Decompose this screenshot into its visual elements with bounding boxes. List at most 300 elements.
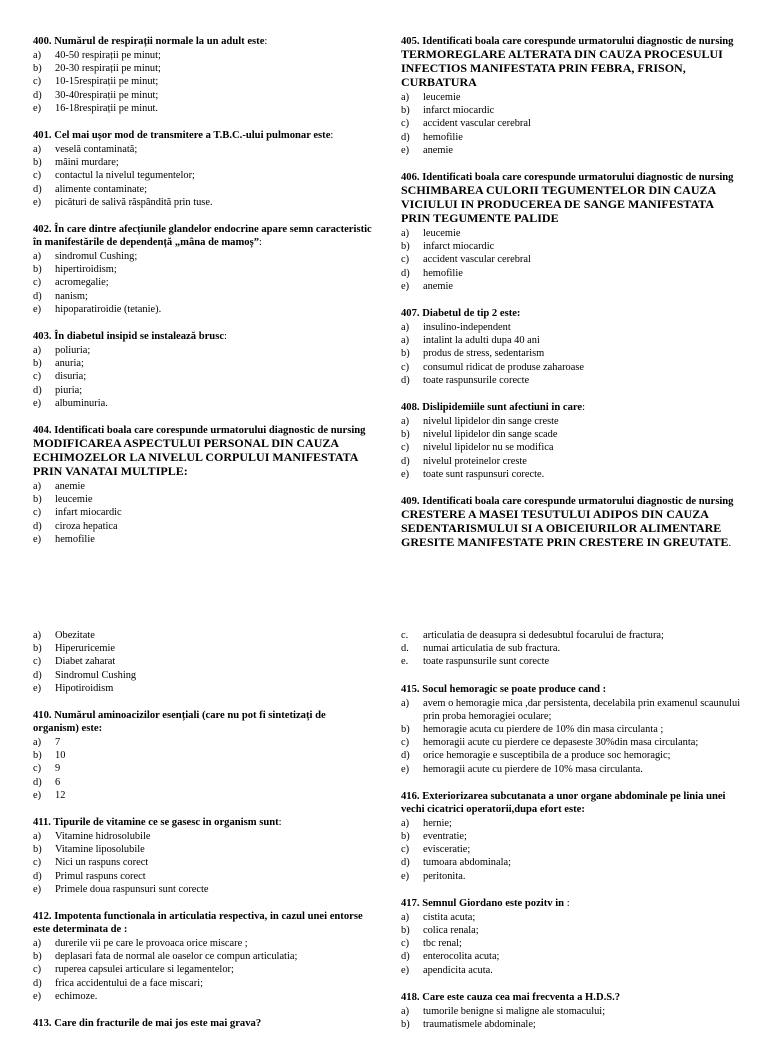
question-text: 418. Care este cauza cea mai frecventa a H.D.S.? [401,991,621,1003]
question-block [33,223,373,316]
question-text: 403. În diabetul insipid se instalează brusc [33,331,225,343]
answer-option [401,374,741,387]
option-text: poliuria; [55,345,91,357]
option-letter: b) [401,1019,410,1031]
option-text: 40-50 respirații pe minut; [55,50,161,61]
answer-option [33,169,373,182]
answer-option [33,49,373,62]
answer-option [401,1005,741,1018]
option-text: 12 [55,789,66,801]
question-block [33,910,373,1003]
option-letter: b) [401,105,410,117]
option-letter: d) [33,977,42,989]
option-letter: d) [401,857,410,869]
answer-option [401,736,741,749]
option-letter: d. [401,643,409,655]
option-letter: e) [33,883,42,895]
option-text: orice hemoragie e susceptibila de a produce soc hemoragic; [423,750,671,762]
answer-option [33,370,373,383]
option-text: ruperea capsulei articulare si legamentelor; [55,964,234,976]
option-text: nivelul proteinelor creste [423,455,527,467]
option-letter: a) [33,737,42,749]
answer-option [401,937,741,950]
answer-option [33,480,373,493]
option-text: anemie [55,481,85,493]
option-text: insulino-independent [423,322,511,334]
answer-option [33,493,373,506]
option-letter: b) [401,241,410,253]
question-text: 402. În care dintre afecțiunile glandelor endocrine apare semn caracteristic în manifestările de dependență „mâna de mamoș” [33,224,372,249]
option-text: tumorile benigne si maligne ale stomacului; [423,1005,606,1017]
question-text: 415. Socul hemoragic se poate produce cand : [401,683,607,695]
option-text: infarct miocardic [423,241,495,253]
answer-option [33,937,373,950]
answer-option [401,723,741,736]
answer-option [33,856,373,869]
question-text: 413. Care din fracturile de mai jos este mai grava? [33,1018,262,1030]
question-title [401,897,741,910]
option-text: Hipotiroidism [55,682,114,694]
option-letter: b) [33,494,42,506]
option-letter: e) [401,468,410,480]
option-text: piuria; [55,384,83,396]
option-text: 10-15respirații pe minut; [55,76,159,88]
answer-option [33,263,373,276]
diagnostic-text: MODIFICAREA ASPECTULUI PERSONAL DIN CAUZA ECHIMOZELOR LA NIVELUL CORPULUI MANIFESTATA PRIN VANATAI MULTIPLE: [33,436,358,479]
answer-option [33,397,373,410]
question-title [33,35,373,48]
question-title [33,910,373,936]
question-title [401,683,741,696]
answer-option [33,669,373,682]
option-letter: a) [33,938,42,950]
option-letter: c) [401,938,410,950]
question-block [401,897,741,977]
question-text: 404. Identificati boala care corespunde urmatorului diagnostic de nursing [33,425,366,437]
option-text: veselă contaminată; [55,144,138,156]
option-text: cistita acuta; [423,911,476,923]
answer-option [33,682,373,695]
answer-option [33,290,373,303]
option-letter: a) [33,345,42,357]
option-text: leucemie [55,494,93,506]
option-letter: b) [33,63,42,75]
answer-option [33,642,373,655]
option-text: numai articulatia de sub fractura. [423,643,561,655]
option-letter: c) [33,76,42,88]
option-letter: c) [33,170,42,182]
question-text: 412. Impotenta functionala in articulatia respectiva, in cazul unei entorse este determinata de : [33,911,363,936]
option-text: echimoze. [55,990,98,1002]
option-letter: a) [33,144,42,156]
question-block [33,424,373,546]
option-text: alimente contaminate; [55,183,148,195]
question-block [401,495,741,550]
answer-option [33,830,373,843]
answer-option [401,763,741,776]
answer-option [401,455,741,468]
question-suffix: : [259,237,262,249]
answer-option [33,250,373,263]
answer-option [401,144,741,157]
option-letter: d) [33,384,42,396]
answer-option [401,870,741,883]
option-text: 10 [55,750,66,762]
option-text: eventratie; [423,831,467,843]
option-text: acromegalie; [55,277,109,289]
question-title [33,424,373,479]
answer-option [401,361,741,374]
option-letter: c) [33,857,42,869]
answer-option [33,655,373,668]
option-letter: e) [401,763,410,775]
question-suffix: : [264,36,268,47]
answer-option [33,520,373,533]
answer-option [33,883,373,896]
question-text: 417. Semnul Giordano este pozitv in [401,897,565,909]
answer-option [33,183,373,196]
question-block [33,129,373,209]
option-text: hemoragii acute cu pierdere ce depaseste 30%din masa circulanta; [423,737,699,749]
answer-option [401,428,741,441]
answer-option [33,762,373,775]
answer-option [401,697,741,723]
option-text: tumoara abdominala; [423,857,512,869]
right-column-bottom [401,629,741,1045]
option-letter: c) [33,656,42,668]
question-title [33,129,373,142]
answer-option [33,776,373,789]
left-column-top [33,35,373,560]
option-text: durerile vii pe care le provoaca orice miscare ; [55,938,248,950]
option-text: leucemie [423,228,461,240]
answer-option [33,62,373,75]
question-suffix: : [330,130,334,142]
question-block [401,683,741,776]
option-text: deplasari fata de normal ale oaselor ce compun articulatia; [55,951,298,963]
answer-option [401,629,741,642]
option-text: disuria; [55,371,87,383]
question-title [401,495,741,550]
option-text: frica accidentului de a face miscari; [55,977,203,989]
option-text: hemofilie [55,533,95,545]
option-text: peritonita. [423,870,466,882]
answer-option [401,1018,741,1031]
option-text: articulatia de deasupra si dedesubtul focarului de fractura; [423,630,664,641]
option-letter: b) [401,348,410,360]
question-text: 400. Numărul de respirații normale la un adult este [33,36,265,47]
question-text: 407. Diabetul de tip 2 este: [401,308,521,320]
option-text: intalint la adulti dupa 40 ani [423,335,540,347]
option-text: nivelul lipidelor nu se modifica [423,442,554,454]
answer-option [33,749,373,762]
answer-option [401,334,741,347]
option-text: albuminuria. [55,397,108,409]
option-letter: d) [401,131,410,143]
option-letter: e) [401,964,410,976]
answer-option [401,131,741,144]
option-text: colica renala; [423,925,479,937]
right-column-top [401,35,741,564]
option-letter: e) [401,870,410,882]
option-text: nivelul lipidelor din sange scade [423,429,558,441]
option-text: apendicita acuta. [423,964,493,976]
option-text: nanism; [55,290,88,302]
option-letter: b) [33,643,42,655]
answer-option [33,990,373,1003]
option-text: leucemie [423,92,461,103]
option-letter: d) [401,750,410,762]
question-block [401,991,741,1031]
option-letter: c) [401,118,410,130]
diagnostic-text: SCHIMBAREA CULORII TEGUMENTELOR DIN CAUZA VICIULUI IN PRODUCEREA DE SANGE MANIFESTATA PRIN TEGUMENTE PALIDE [401,183,716,226]
option-text: evisceratie; [423,844,471,856]
option-letter: d) [33,776,42,788]
option-text: Primul raspuns corect [55,870,146,882]
option-text: accident vascular cerebral [423,118,531,130]
option-letter: e) [33,102,42,114]
option-letter: b) [33,157,42,169]
option-letter: a) [401,697,410,709]
diagnostic-text: TERMOREGLARE ALTERATA DIN CAUZA PROCESULUI INFECTIOS MANIFESTATA PRIN FEBRA, FRISON, CURBATURA [401,47,723,89]
option-letter: e) [33,682,42,694]
answer-option [401,642,741,655]
question-title [401,171,741,226]
answer-option [33,102,373,115]
option-letter: e. [401,656,409,668]
option-letter: d) [401,267,410,279]
option-letter: a) [33,481,42,493]
question-title [33,330,373,343]
question-title [401,307,741,320]
question-suffix: : [278,817,282,829]
option-text: tbc renal; [423,938,462,950]
answer-option [33,75,373,88]
question-suffix: . [728,538,732,550]
answer-option [401,117,741,130]
option-letter: b) [401,925,410,937]
question-title [401,401,741,414]
answer-option [33,789,373,802]
option-letter: a) [401,1005,410,1017]
option-letter: a) [401,416,410,428]
option-letter: e) [33,533,42,545]
option-letter: b) [401,429,410,441]
left-column-bottom [33,629,373,1044]
option-text: hemofilie [423,131,463,143]
question-block [401,171,741,293]
question-text: 405. Identificati boala care corespunde urmatorului diagnostic de nursing [401,36,734,47]
option-letter: d) [33,290,42,302]
option-text: sindromul Cushing; [55,251,138,263]
option-letter: e) [401,280,410,292]
answer-option [401,911,741,924]
option-letter: a) [401,335,410,347]
answer-option [33,89,373,102]
answer-option [401,91,741,104]
answer-option [401,441,741,454]
option-letter: c) [401,844,410,856]
option-letter: d) [401,951,410,963]
answer-option [33,977,373,990]
option-letter: e) [33,196,42,208]
option-letter: d) [33,520,42,532]
question-block [33,330,373,410]
option-text: Hiperuricemie [55,643,116,655]
option-letter: a) [33,630,42,641]
answer-option [33,963,373,976]
option-text: 7 [55,737,61,749]
option-letter: c) [33,507,42,519]
option-letter: b) [33,844,42,856]
option-letter: d) [401,374,410,386]
answer-option [33,357,373,370]
answer-option [401,321,741,334]
answer-option [33,629,373,642]
answer-option [33,344,373,357]
option-text: toate sunt raspunsuri corecte. [423,468,545,480]
option-text: hernie; [423,817,452,829]
question-block [401,790,741,883]
question-text: 416. Exteriorizarea subcutanata a unor organe abdominale pe linia unei vechi cicatrici operatorii,dupa efort este: [401,790,726,815]
question-title [33,223,373,249]
option-text: Vitamine liposolubile [55,844,145,856]
option-letter: c) [33,371,42,383]
answer-option [33,533,373,546]
question-block [33,709,373,802]
option-text: Primele doua raspunsuri sunt corecte [55,883,209,895]
question-block [33,629,373,695]
option-letter: a) [401,817,410,829]
answer-option [401,104,741,117]
option-letter: a) [33,831,42,843]
option-letter: c) [401,442,410,454]
answer-option [401,964,741,977]
answer-option [33,950,373,963]
question-title [401,991,741,1004]
option-text: accident vascular cerebral [423,254,531,266]
option-letter: c) [33,277,42,289]
answer-option [33,276,373,289]
option-letter: a) [401,92,410,103]
question-title [33,816,373,829]
question-suffix: : [582,402,586,414]
option-text: Nici un raspuns corect [55,857,149,869]
option-text: produs de stress, sedentarism [423,348,545,360]
option-text: infarct miocardic [423,105,495,117]
question-text: 406. Identificati boala care corespunde urmatorului diagnostic de nursing [401,172,734,184]
question-title [33,709,373,735]
option-letter: b) [33,951,42,963]
answer-option [401,856,741,869]
option-text: 6 [55,776,61,788]
option-text: ciroza hepatica [55,520,118,532]
question-text: 408. Dislipidemiile sunt afectiuni in care [401,402,583,414]
question-block [401,401,741,481]
option-text: hemoragie acuta cu pierdere de 10% din masa circulanta ; [423,724,664,736]
option-text: infart miocardic [55,507,122,519]
option-text: avem o hemoragie mica ,dar persistenta, decelabila prin examenul scaunului prin proba hemoragiei oculare; [423,697,741,722]
option-text: anuria; [55,358,84,370]
option-letter: a) [401,911,410,923]
answer-option [401,655,741,668]
diagnostic-text: CRESTERE A MASEI TESUTULUI ADIPOS DIN CAUZA SEDENTARISMULUI SI A OBICEIURILOR ALIMENTARE GRESITE MANIFESTATE PRIN CRESTERE IN GREUTATE [401,507,729,550]
option-text: 9 [55,763,61,775]
option-letter: b) [401,724,410,736]
option-letter: c) [33,763,42,775]
answer-option [33,196,373,209]
option-text: toate raspunsurile sunt corecte [423,656,550,668]
question-text: 410. Numărul aminoacizilor esențiali (care nu pot fi sintetizați de organism) este: [33,710,326,735]
option-letter: c) [33,964,42,976]
answer-option [33,303,373,316]
option-text: anemie [423,280,453,292]
option-letter: b) [401,831,410,843]
option-text: hipertiroidism; [55,264,117,276]
option-text: anemie [423,144,453,156]
option-letter: b) [33,358,42,370]
answer-option [401,227,741,240]
question-block [33,35,373,115]
answer-option [401,830,741,843]
option-text: enterocolita acuta; [423,951,500,963]
answer-option [401,924,741,937]
option-letter: e) [33,303,42,315]
option-letter: d) [401,455,410,467]
option-letter: d) [33,183,42,195]
question-text: 409. Identificati boala care corespunde urmatorului diagnostic de nursing [401,496,734,508]
answer-option [401,253,741,266]
option-text: traumatismele abdominale; [423,1019,536,1031]
answer-option [33,870,373,883]
option-letter: c) [401,737,410,749]
option-text: consumul ridicat de produse zaharoase [423,361,584,373]
answer-option [401,240,741,253]
answer-option [401,468,741,481]
option-text: hipoparatiroidie (tetanie). [55,303,162,315]
answer-option [401,267,741,280]
option-text: toate raspunsurile corecte [423,374,530,386]
question-suffix: : [564,897,570,909]
option-letter: c) [401,254,410,266]
option-letter: c. [401,630,409,641]
question-text: 411. Tipurile de vitamine ce se gasesc in organism sunt [33,817,279,829]
option-text: Sindromul Cushing [55,669,137,681]
answer-option [401,843,741,856]
option-letter: e) [33,789,42,801]
option-text: picături de salivă răspândită prin tuse. [55,196,213,208]
answer-option [33,736,373,749]
question-suffix: : [224,331,227,343]
option-letter: a) [401,322,410,334]
option-letter: e) [33,397,42,409]
option-letter: a) [33,251,42,263]
question-title [401,790,741,816]
option-letter: d) [33,870,42,882]
option-text: Obezitate [55,630,95,641]
option-text: 20-30 respirații pe minut; [55,63,161,75]
option-letter: d) [33,669,42,681]
answer-option [401,347,741,360]
answer-option [401,749,741,762]
option-text: hemoragii acute cu pierdere de 10% masa circulanta. [423,763,643,775]
answer-option [33,384,373,397]
option-letter: e) [33,990,42,1002]
option-letter: c) [401,361,410,373]
option-letter: d) [33,89,42,101]
answer-option [33,506,373,519]
answer-option [33,143,373,156]
